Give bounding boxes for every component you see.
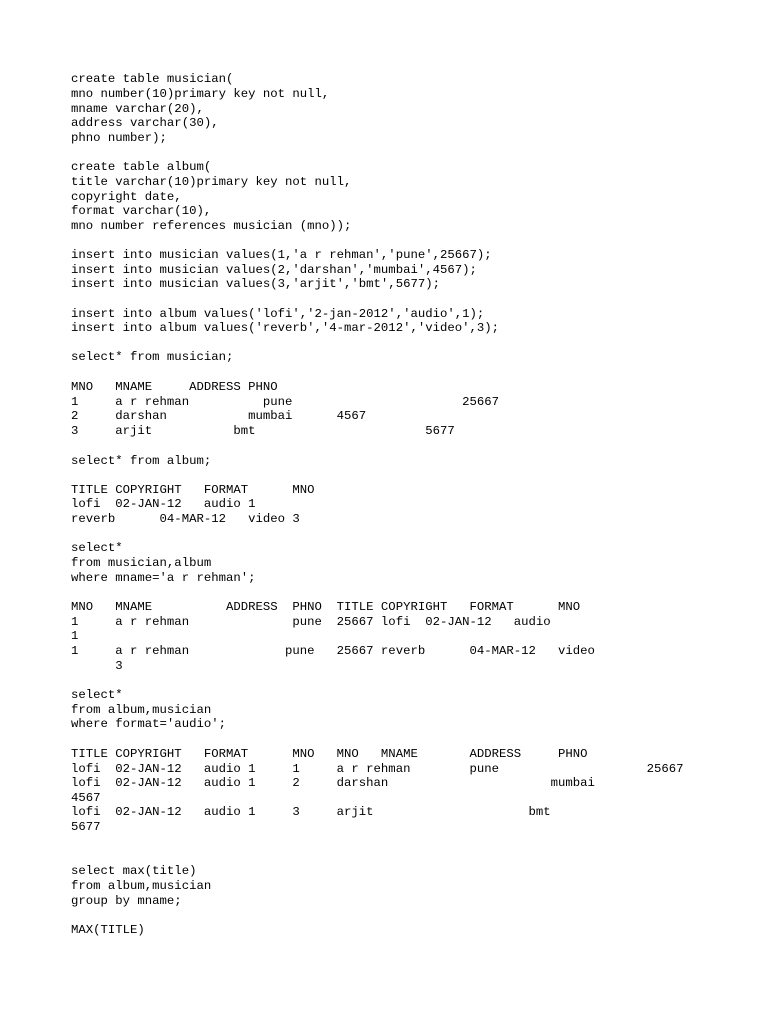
result-row: lofi 02-JAN-12 audio 1 1 a r rehman pune 25667 (71, 762, 684, 776)
code-line: title varchar(10)primary key not null, (71, 175, 352, 189)
code-line: from musician,album (71, 556, 212, 570)
result-row: 4567 (71, 791, 101, 805)
result-row: 3 arjit bmt 5677 (71, 424, 455, 438)
code-line: mname varchar(20), (71, 102, 204, 116)
code-line: address varchar(30), (71, 116, 219, 130)
code-line: where mname='a r rehman'; (71, 571, 256, 585)
result-row: reverb 04-MAR-12 video 3 (71, 512, 300, 526)
result-row: lofi 02-JAN-12 audio 1 (71, 497, 256, 511)
code-line: group by mname; (71, 894, 182, 908)
result-row: 1 (71, 629, 79, 643)
code-line: insert into musician values(1,'a r rehman','pune',25667); (71, 248, 492, 262)
result-row: 1 a r rehman pune 25667 reverb 04-MAR-12 video (71, 644, 595, 658)
code-line: select* (71, 541, 123, 555)
result-row: 5677 (71, 820, 101, 834)
code-line: mno number(10)primary key not null, (71, 87, 330, 101)
result-header: TITLE COPYRIGHT FORMAT MNO (71, 483, 315, 497)
result-header: MNO MNAME ADDRESS PHNO (71, 380, 278, 394)
code-line: insert into musician values(3,'arjit','bmt',5677); (71, 277, 440, 291)
code-line: phno number); (71, 131, 167, 145)
code-line: format varchar(10), (71, 204, 212, 218)
result-row: 3 (71, 659, 123, 673)
code-line: copyright date, (71, 190, 182, 204)
code-line: insert into album values('lofi','2-jan-2012','audio',1); (71, 307, 485, 321)
result-row: 2 darshan mumbai 4567 (71, 409, 367, 423)
code-line: from album,musician (71, 879, 212, 893)
code-line: select* (71, 688, 123, 702)
code-line: from album,musician (71, 703, 212, 717)
result-row: lofi 02-JAN-12 audio 1 3 arjit bmt (71, 805, 551, 819)
result-row: lofi 02-JAN-12 audio 1 2 darshan mumbai (71, 776, 595, 790)
result-header: MAX(TITLE) (71, 923, 145, 937)
result-header: TITLE COPYRIGHT FORMAT MNO MNO MNAME ADDRESS PHNO (71, 747, 588, 761)
result-header: MNO MNAME ADDRESS PHNO TITLE COPYRIGHT FORMAT MNO (71, 600, 581, 614)
code-line: mno number references musician (mno)); (71, 219, 352, 233)
result-row: 1 a r rehman pune 25667 lofi 02-JAN-12 audio (71, 615, 551, 629)
code-line: create table musician( (71, 72, 234, 86)
code-line: select* from musician; (71, 350, 234, 364)
result-row: 1 a r rehman pune 25667 (71, 395, 500, 409)
code-line: select* from album; (71, 454, 212, 468)
code-line: create table album( (71, 160, 212, 174)
code-line: insert into musician values(2,'darshan','mumbai',4567); (71, 263, 477, 277)
code-line: insert into album values('reverb','4-mar-2012','video',3); (71, 321, 500, 335)
code-line: select max(title) (71, 864, 197, 878)
code-line: where format='audio'; (71, 717, 226, 731)
